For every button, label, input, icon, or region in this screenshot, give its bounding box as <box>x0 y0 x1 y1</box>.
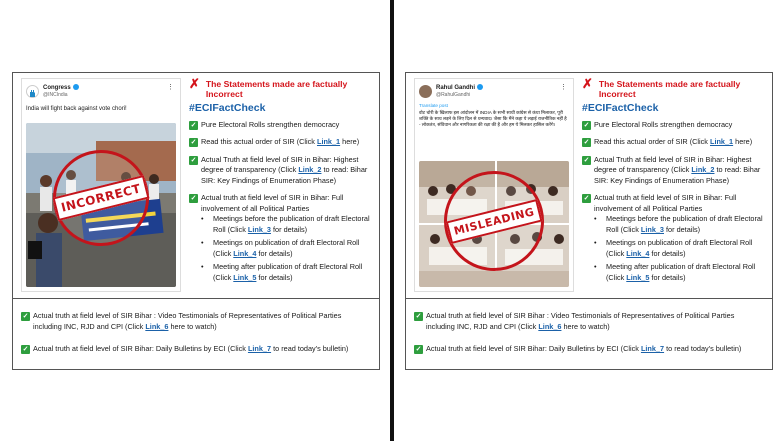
list-item-text: for details) <box>271 224 308 234</box>
list-item-text: Meeting after publication of draft Electoral Roll (Click <box>213 262 363 282</box>
translate-post-link[interactable]: Translate post <box>419 103 448 108</box>
point-transparency <box>582 155 770 187</box>
verdict-text: The Statements made are factually Incorrect <box>598 79 741 99</box>
list-item-text: for details) <box>256 272 293 282</box>
point-text: Pure Electoral Rolls strengthen democracy <box>201 119 340 129</box>
verified-badge-icon <box>73 84 79 90</box>
list-item <box>201 238 377 259</box>
congress-hand-logo-icon <box>27 88 38 99</box>
point-pure-rolls <box>189 120 377 131</box>
point-text: here) <box>733 137 753 146</box>
more-options-icon[interactable]: ⋮ <box>167 84 174 91</box>
link-2[interactable]: Link_2 <box>298 165 322 174</box>
link-5[interactable]: Link_5 <box>233 272 257 282</box>
point-text: here to watch) <box>561 321 610 331</box>
check-icon: ✓ <box>583 195 590 202</box>
statement-verdict <box>189 76 377 99</box>
center-divider <box>390 0 394 441</box>
card-top-section <box>406 73 772 299</box>
link-1[interactable]: Link_1 <box>709 137 734 146</box>
stamp-label: INCORRECT <box>53 175 150 221</box>
point-involvement <box>582 193 770 214</box>
point-text: Actual truth at field level of SIR in Bihar: Full involvement of all Political Parties <box>594 193 737 213</box>
point-text: to read: Bihar SIR: Key Findings of Enumeration Phase) <box>201 165 368 185</box>
link-7[interactable]: Link_7 <box>640 344 665 353</box>
tweet-author-handle: @INCIndia <box>43 92 68 98</box>
hashtag[interactable]: #ECIFactCheck <box>189 102 266 114</box>
avatar <box>419 85 432 98</box>
point-text: Actual truth at field level of SIR Bihar : Video Testimonials of Representatives of Political Parties including INC, RJD and CPI (Click <box>33 311 342 331</box>
meetings-list <box>189 214 377 283</box>
point-sir-order <box>582 137 770 148</box>
tweet-screenshot <box>21 78 181 292</box>
point-text: Read this actual order of SIR (Click <box>201 137 317 146</box>
point-video-testimonials <box>414 311 764 332</box>
check-icon: ✓ <box>583 156 590 164</box>
list-item-text: for details) <box>664 224 701 234</box>
factcheck-panel <box>189 76 377 286</box>
list-item-text: Meetings before the publication of draft Electoral Roll (Click <box>606 214 763 234</box>
stamp-label: MISLEADING <box>445 199 542 244</box>
list-item-text: for details) <box>649 272 686 282</box>
statement-verdict <box>582 76 770 99</box>
check-icon: ✓ <box>190 121 197 129</box>
tweet-author-handle: @RahulGandhi <box>436 92 471 98</box>
list-item <box>594 262 770 283</box>
link-2[interactable]: Link_2 <box>691 165 715 174</box>
point-daily-bulletins <box>414 344 764 355</box>
cross-icon: ✗ <box>189 76 200 91</box>
point-involvement <box>189 193 377 214</box>
point-video-testimonials <box>21 311 371 332</box>
check-icon: ✓ <box>415 313 422 320</box>
point-daily-bulletins <box>21 344 371 355</box>
point-text: here to watch) <box>168 321 217 331</box>
list-item <box>201 262 377 283</box>
point-text: to read: Bihar SIR: Key Findings of Enumeration Phase) <box>594 165 761 185</box>
card-bottom-section <box>414 311 764 367</box>
point-text: Pure Electoral Rolls strengthen democracy <box>594 119 733 129</box>
tweet-photo-meeting <box>419 161 569 287</box>
card-bottom-section <box>21 311 371 367</box>
tweet-header <box>419 83 569 103</box>
list-item <box>594 214 770 235</box>
list-item-text: Meetings before the publication of draft Electoral Roll (Click <box>213 214 370 234</box>
check-icon: ✓ <box>22 346 29 353</box>
list-item-text: Meeting after publication of draft Electoral Roll (Click <box>606 262 756 282</box>
list-item-text: for details) <box>256 248 293 258</box>
link-7[interactable]: Link_7 <box>247 344 272 353</box>
verified-badge-icon <box>477 84 483 90</box>
check-icon: ✓ <box>22 313 29 320</box>
link-1[interactable]: Link_1 <box>316 137 341 146</box>
point-text: Read this actual order of SIR (Click <box>594 137 710 146</box>
factcheck-card-congress <box>12 72 380 370</box>
point-text: Actual truth at field level of SIR Bihar : Video Testimonials of Representatives of Political Parties including INC, RJD and CPI (Click <box>426 311 735 331</box>
check-icon: ✓ <box>190 156 197 164</box>
check-icon: ✓ <box>415 346 422 353</box>
link-4[interactable]: Link_4 <box>626 248 650 258</box>
point-text: to read today's bulletin) <box>664 344 742 353</box>
tweet-author-name: Rahul Gandhi <box>436 85 475 91</box>
point-text: Actual Truth at field level of SIR in Bihar: Highest degree of transparency (Click <box>201 154 359 174</box>
point-text: Actual truth at field level of SIR in Bihar: Full involvement of all Political Parties <box>201 193 344 213</box>
link-3[interactable]: Link_3 <box>640 224 664 234</box>
factcheck-card-rahul-gandhi <box>405 72 773 370</box>
tweet-text: वोट चोरी के खिलाफ इस आंदोलन में INDIA के सभी साथी कांग्रेस से कंधा मिलाकर, पूरी शक्ति के साथ लड़ने के लिए दिल से धन्यवाद। जैसा कि मैंने कहा ये लड़ाई राजनीतिक नहीं है - लोकतंत्र, संविधान और नागरिकता की रक्षा की है और हम ये मिलकर हासिल करेंगे। <box>419 110 567 127</box>
link-6[interactable]: Link_6 <box>538 321 562 331</box>
card-top-section <box>13 73 379 299</box>
point-pure-rolls <box>582 120 770 131</box>
tweet-header <box>26 83 176 103</box>
tweet-screenshot <box>414 78 574 292</box>
verdict-text: The Statements made are factually Incorrect <box>205 79 348 99</box>
list-item-text: for details) <box>649 248 686 258</box>
point-text: here) <box>340 137 360 146</box>
list-item-text: Meetings on publication of draft Electoral Roll (Click <box>213 238 360 258</box>
list-item <box>594 238 770 259</box>
point-text: to read today's bulletin) <box>271 344 349 353</box>
link-6[interactable]: Link_6 <box>145 321 169 331</box>
factcheck-panel <box>582 76 770 286</box>
tweet-text: India will fight back against vote chori! <box>26 106 127 112</box>
list-item-text: Meetings on publication of draft Electoral Roll (Click <box>606 238 753 258</box>
tweet-text-block <box>419 103 569 128</box>
check-icon: ✓ <box>190 195 197 202</box>
more-options-icon[interactable]: ⋮ <box>560 84 567 91</box>
list-item <box>201 214 377 235</box>
link-4[interactable]: Link_4 <box>233 248 257 258</box>
point-text: Actual truth at field level of SIR Bihar: Daily Bulletins by ECI (Click <box>33 344 248 353</box>
link-5[interactable]: Link_5 <box>626 272 650 282</box>
link-3[interactable]: Link_3 <box>247 224 271 234</box>
point-text: Actual truth at field level of SIR Bihar: Daily Bulletins by ECI (Click <box>426 344 641 353</box>
cross-icon: ✗ <box>582 76 593 91</box>
tweet-photo-protest-march <box>26 123 176 287</box>
hashtag[interactable]: #ECIFactCheck <box>582 102 659 114</box>
point-sir-order <box>189 137 377 148</box>
avatar <box>26 85 39 98</box>
check-icon: ✓ <box>583 121 590 129</box>
meetings-list <box>582 214 770 283</box>
point-transparency <box>189 155 377 187</box>
tweet-author-name: Congress <box>43 85 71 91</box>
check-icon: ✓ <box>190 139 197 146</box>
point-text: Actual Truth at field level of SIR in Bihar: Highest degree of transparency (Click <box>594 154 752 174</box>
check-icon: ✓ <box>583 139 590 146</box>
